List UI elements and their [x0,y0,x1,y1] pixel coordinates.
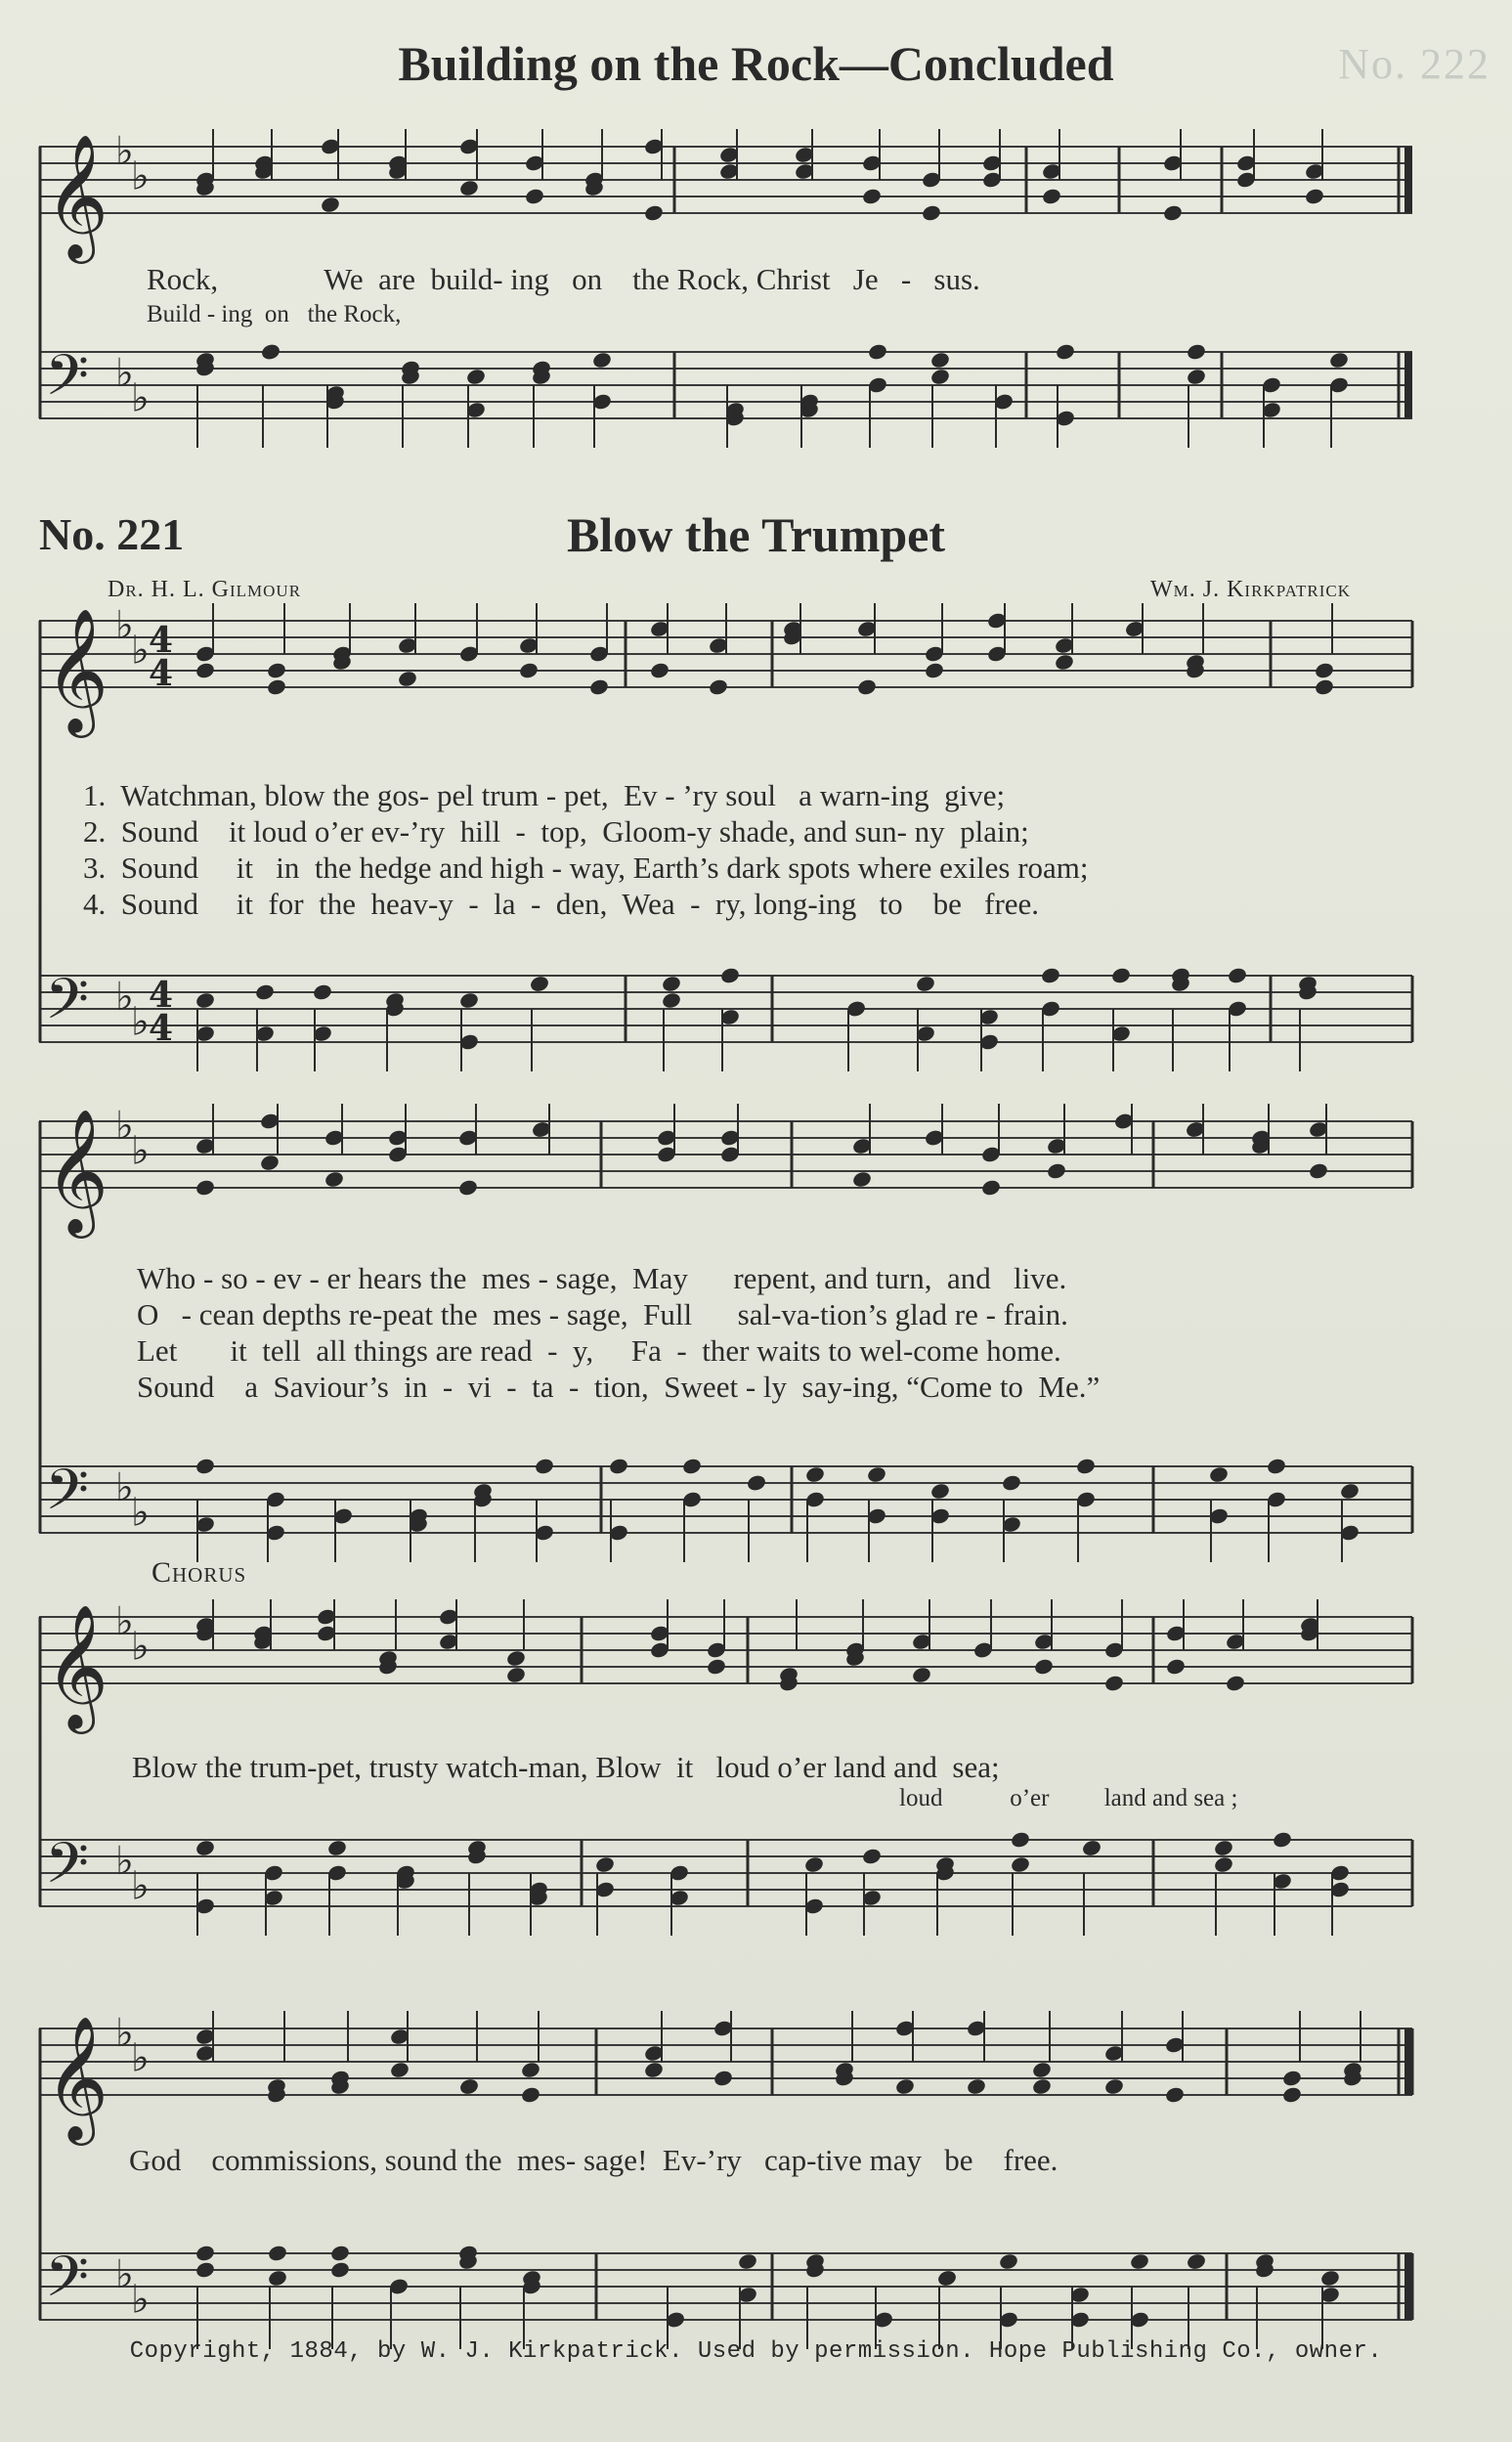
note-head [924,661,945,679]
note-head [524,187,545,205]
note-head [1055,342,1076,361]
flat-icon: ♭ [131,628,150,674]
flat-icon: ♭ [131,375,150,421]
note-head [1081,1839,1102,1857]
note-head [1314,677,1335,696]
note-head [458,991,480,1010]
hymn-title: Blow the Trumpet [566,507,946,562]
note-head [866,1465,887,1484]
note-head [505,1649,527,1668]
note-head [1164,2085,1186,2104]
flat-icon: ♭ [131,999,150,1045]
treble-clef-icon: 𝄞 [45,133,109,258]
note-head [921,203,942,222]
continued-hymn-title: Building on the Rock—Concluded [398,36,1114,91]
note-head [1186,342,1207,361]
note-head [643,2061,665,2079]
note-head [1339,1482,1361,1501]
note-head [194,2244,216,2262]
note-head [1227,966,1248,984]
treble-clef-icon: 𝄞 [45,1603,109,1728]
note-head [1225,1674,1246,1692]
treble-clef-icon: 𝄞 [45,607,109,732]
note-head [260,342,281,361]
note-head [1308,1161,1329,1180]
bass-clef-icon: 𝄢 [45,342,90,422]
note-head [326,1839,348,1857]
note-head [1186,2252,1207,2271]
note-head [1186,368,1207,386]
flat-icon: ♭ [131,1128,150,1174]
note-head [1103,2077,1125,2096]
bass-clef-icon: 𝄢 [45,2244,90,2324]
note-head [194,1457,216,1475]
note-head [911,1666,932,1684]
note-head [194,991,216,1010]
note-head [520,2085,541,2104]
note-head [608,1457,629,1475]
note-head [458,2077,480,2096]
note-head [661,975,682,993]
note-head [465,368,487,386]
copyright-notice: Copyright, 1884, by W. J. Kirkpatrick. Used by permission. Hope Publishing Co., owner. [129,2338,1383,2365]
verse-4-line-b: Sound a Saviour’s in - vi - ta - tion, Sweet - ly say-ing, “Come to Me.” [137,1370,1101,1404]
note-head [458,179,480,197]
verse-3-line-b: Let it tell all things are read - y, Fa - ther waits to wel-come home. [137,1333,1061,1368]
music-by-credit: Wm. J. Kirkpatrick [1149,577,1351,602]
flat-icon: ♭ [115,2252,134,2297]
flat-icon: ♭ [115,1599,134,1644]
note-head [861,187,883,205]
note-head [1041,187,1062,205]
note-head [681,1457,703,1475]
note-head [529,975,550,993]
flat-icon: ♭ [131,1863,150,1909]
flat-icon: ♭ [115,1465,134,1510]
hymn-number: No. 221 [39,509,185,559]
note-head [1165,1657,1187,1676]
note-head [713,2069,734,2087]
note-head [1319,2269,1341,2288]
note-head [894,2077,916,2096]
note-head [254,982,276,1001]
lyric-concluded-2: Build - ing on the Rock, [147,301,402,327]
time-signature: 4 [149,975,174,1016]
note-head [1129,2252,1150,2271]
note-head [194,1839,216,1857]
verse-1-line-a: 1. Watchman, blow the gos- pel trum - pet, Ev - ’ry soul a warn-ing give; [83,778,1006,812]
note-head [915,975,936,993]
note-head [1281,2085,1303,2104]
note-head [804,1465,826,1484]
note-head [1031,2077,1053,2096]
note-head [856,677,878,696]
words-by-credit: Dr. H. L. Gilmour [108,577,302,602]
note-head [661,991,682,1010]
note-head [194,2260,216,2279]
chorus-line-2: God commissions, sound the mes- sage! Ev-’ry cap-tive may be free. [129,2143,1058,2177]
note-head [1213,1839,1234,1857]
note-head [266,661,287,679]
note-head [588,677,610,696]
note-head [1110,966,1132,984]
time-signature: 4 [149,1008,174,1049]
note-head [1266,1457,1287,1475]
note-head [1001,1473,1022,1492]
note-head [929,351,951,370]
note-head [1162,203,1184,222]
bass-clef-icon: 𝄢 [45,966,90,1046]
note-head [591,351,613,370]
verse-2-line-b: O - cean depths re-peat the mes - sage, Full sal-va-tion’s glad re - frain. [137,1297,1068,1331]
note-head [1075,1457,1097,1475]
faint-page-number: No. 222 [1338,40,1490,88]
note-head [1208,1465,1230,1484]
note-head [1031,2061,1053,2079]
flat-icon: ♭ [115,1839,134,1884]
final-bar-line [1404,2028,1412,2095]
verse-1-line-b: Who - so - ev - er hears the mes - sage, May repent, and turn, and live. [137,1261,1067,1295]
treble-clef-icon: 𝄞 [45,1108,109,1233]
note-head [1010,1855,1031,1874]
note-head [1328,351,1350,370]
note-head [1304,187,1325,205]
flat-icon: ♭ [115,603,134,648]
note-head [534,1457,555,1475]
note-head [267,2244,288,2262]
note-head [1033,1657,1055,1676]
note-head [936,2269,958,2288]
flat-icon: ♭ [115,129,134,174]
note-head [929,1482,951,1501]
treble-clef-icon: 𝄞 [45,2015,109,2140]
verse-3-line-a: 3. Sound it in the hedge and high - way, Earth’s dark spots where exiles roam; [83,850,1089,885]
note-head [397,670,418,688]
flat-icon: ♭ [131,1624,150,1670]
final-bar-line [1404,352,1412,418]
bass-clef-icon: 𝄢 [45,1457,90,1537]
flat-icon: ♭ [115,1104,134,1149]
note-head [267,2269,288,2288]
note-head [998,2252,1019,2271]
note-head [1040,966,1061,984]
lyric-concluded-1: Rock, We are build- ing on the Rock, Christ Je - sus. [147,262,980,296]
note-head [518,661,540,679]
note-head [1103,1674,1125,1692]
note-head [312,982,333,1001]
time-signature: 4 [149,653,174,694]
note-head [194,1178,216,1197]
note-head [980,1178,1002,1197]
flat-icon: ♭ [131,153,150,199]
note-head [851,1170,873,1189]
flat-icon: ♭ [131,2035,150,2081]
note-head [1213,1855,1234,1874]
note-head [1046,1161,1067,1180]
flat-icon: ♭ [131,2277,150,2323]
flat-icon: ♭ [115,2011,134,2056]
note-head [706,1657,727,1676]
note-head [259,1154,281,1172]
note-head [803,1855,825,1874]
note-head [867,342,888,361]
flat-icon: ♭ [115,351,134,396]
note-head [737,2252,758,2271]
note-head [266,677,287,696]
note-head [324,1170,345,1189]
chorus-label: Chorus [151,1556,247,1589]
flat-icon: ♭ [131,1490,150,1536]
note-head [329,2244,351,2262]
bass-clef-icon: 𝄢 [45,1830,90,1910]
note-head [1281,2069,1303,2087]
note-head [457,1178,479,1197]
note-head [594,1855,616,1874]
note-head [746,1473,767,1492]
note-head [1314,661,1335,679]
note-head [966,2077,987,2096]
final-bar-line [1404,147,1412,213]
note-head [320,196,341,214]
note-head [505,1666,527,1684]
final-bar-line [1404,2253,1412,2320]
note-head [520,2061,541,2079]
note-head [1054,653,1075,672]
note-head [194,661,216,679]
note-head [389,2061,410,2079]
note-head [708,677,729,696]
note-head [1272,1830,1293,1849]
time-signature: 4 [149,620,174,661]
note-head [929,368,951,386]
chorus-line-1: Blow the trum-pet, trusty watch-man, Blow it loud o’er land and sea; [132,1750,1000,1784]
note-head [329,2260,351,2279]
note-head [1010,1830,1031,1849]
flat-icon: ♭ [115,975,134,1020]
verse-2-line-a: 2. Sound it loud o’er ev-’ry hill - top, Gloom-y shade, and sun- ny plain; [83,814,1029,849]
verse-4-line-a: 4. Sound it for the heav-y - la - den, Wea - ry, long-ing to be free. [83,887,1040,921]
note-head [643,203,665,222]
note-head [719,966,741,984]
note-head [861,1847,883,1865]
note-head [649,661,670,679]
chorus-line-1-echo: loud o’er land and sea ; [899,1785,1238,1811]
